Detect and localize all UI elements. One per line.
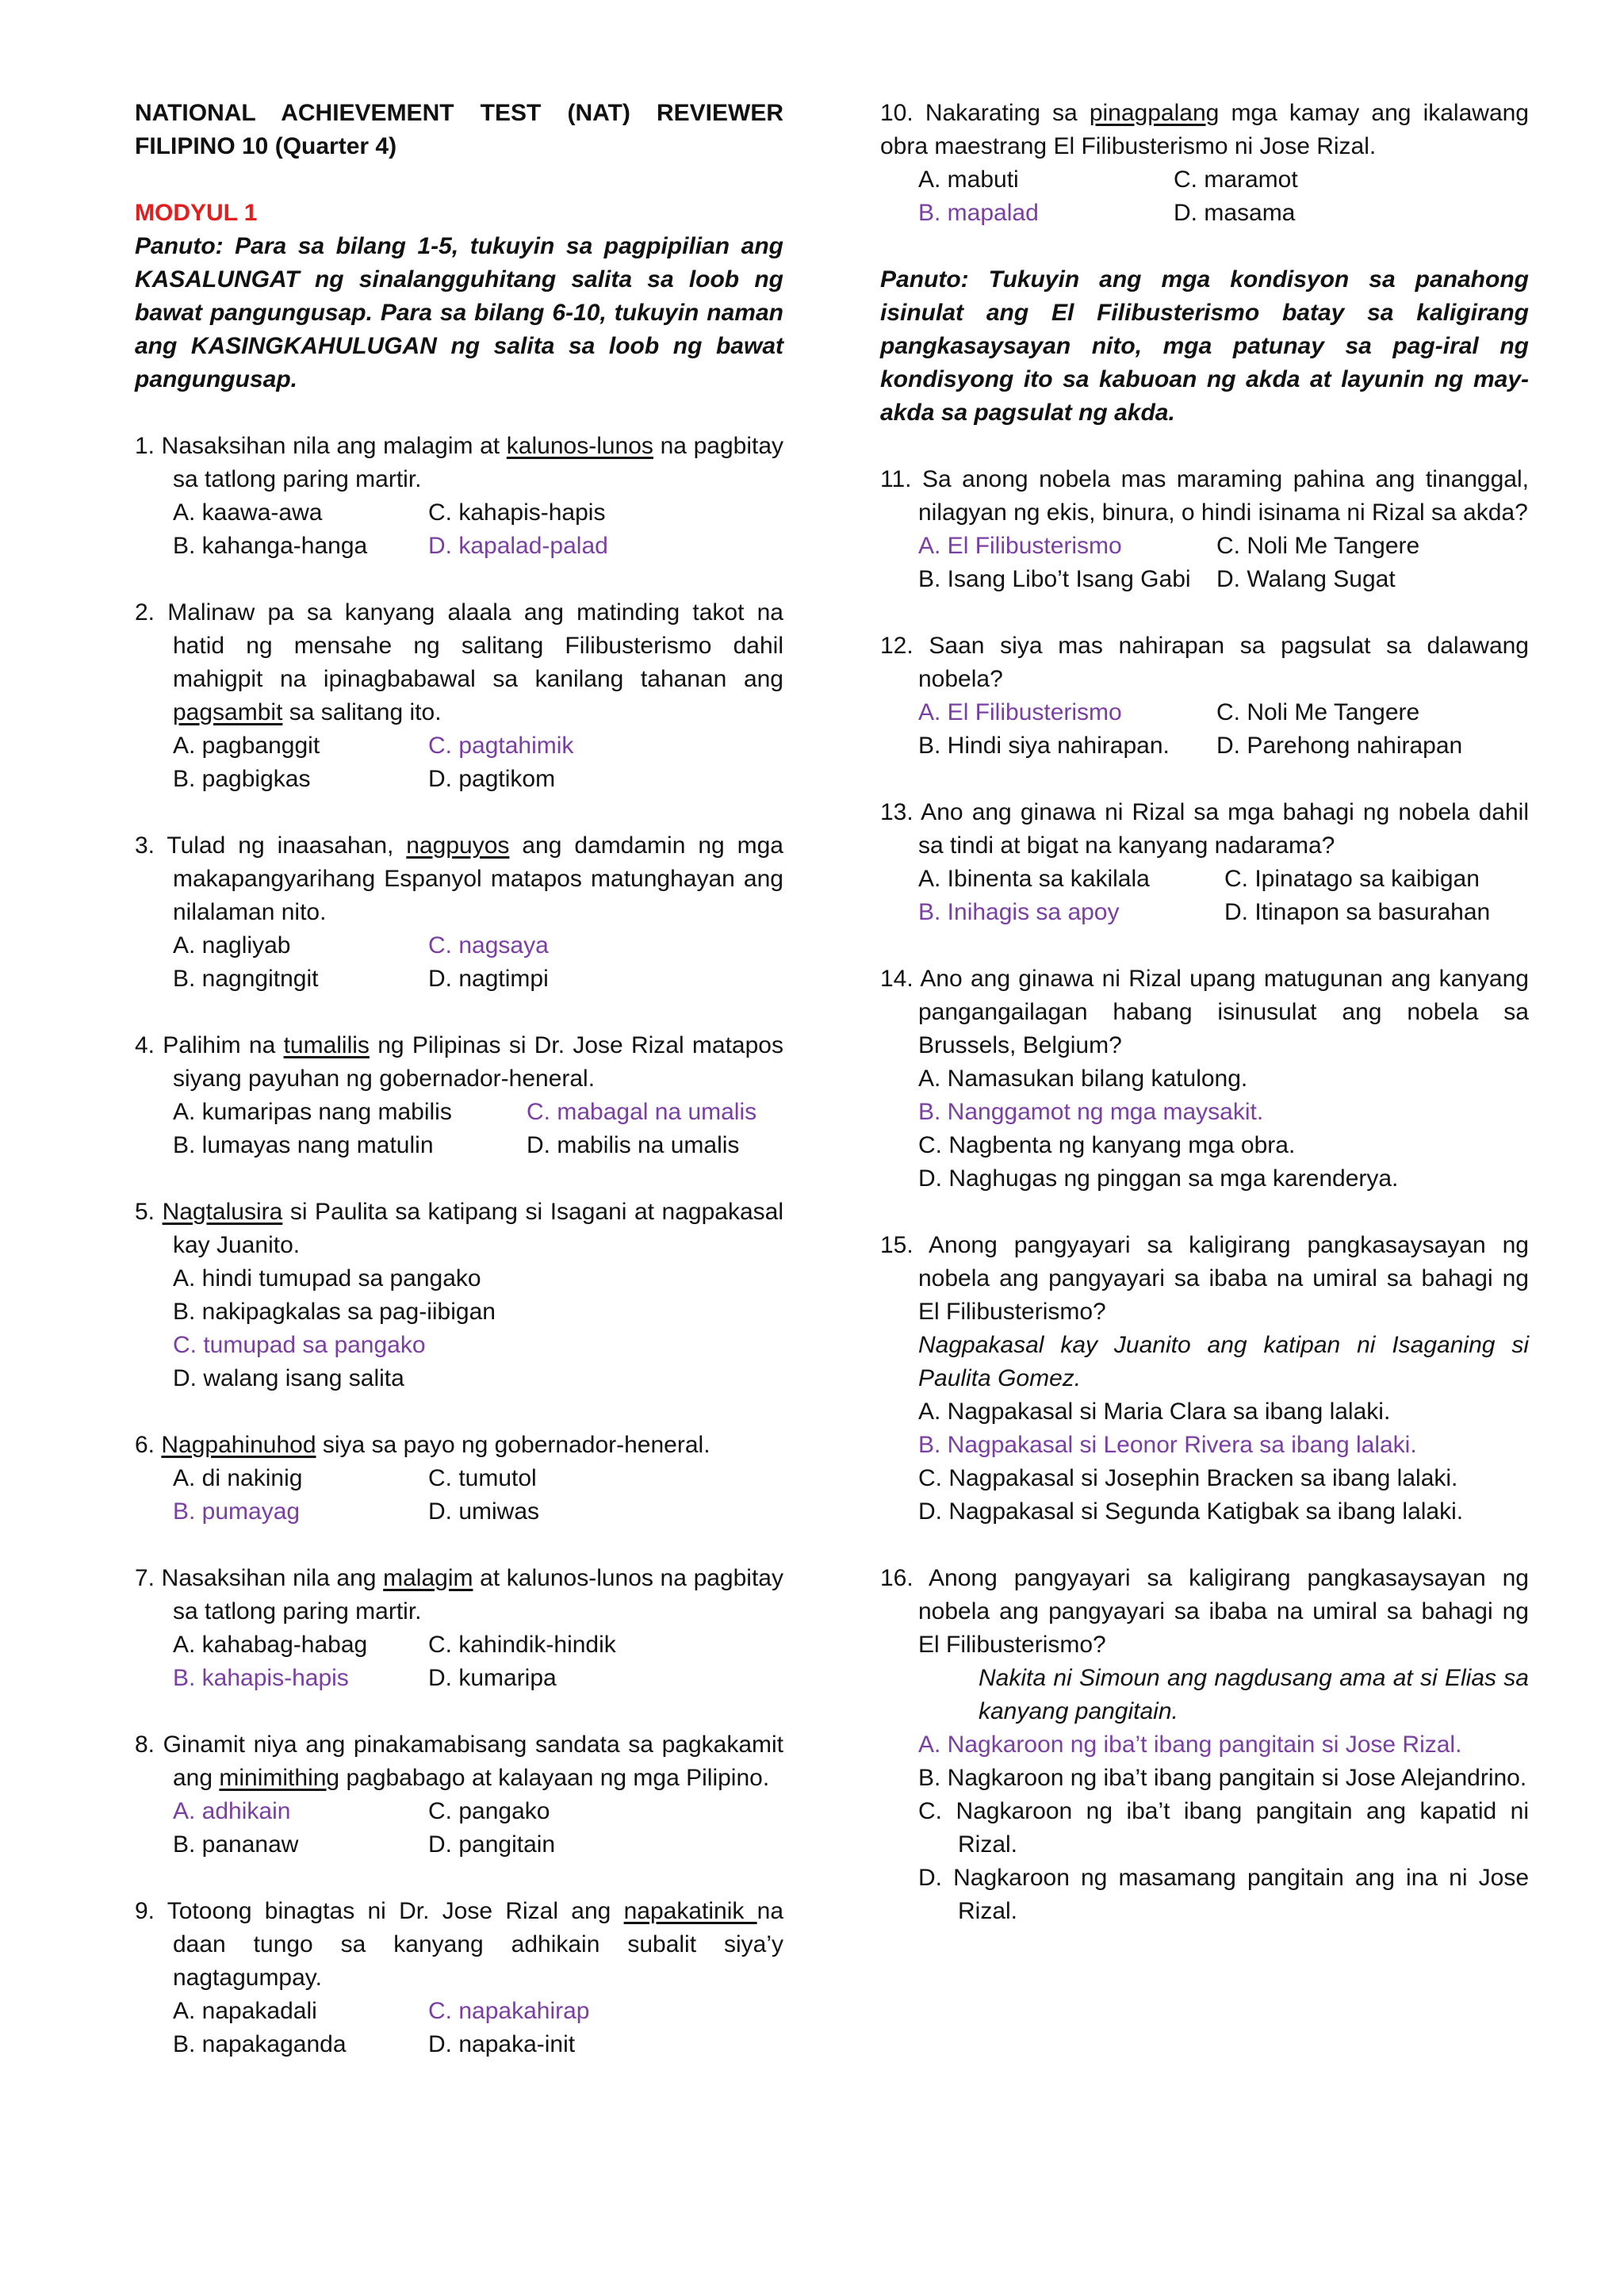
answer-choice[interactable]: C. Ipinatago sa kaibigan bbox=[1224, 866, 1480, 892]
answer-choice[interactable]: C. tumupad sa pangako bbox=[173, 1332, 426, 1358]
question-text bbox=[135, 829, 783, 929]
question-item bbox=[135, 1728, 783, 1862]
header-subtitle: FILIPINO 10 (Quarter 4) bbox=[135, 133, 397, 159]
module-heading: MODYUL 1 bbox=[135, 200, 258, 226]
answer-choice[interactable]: B. napakaganda bbox=[173, 2031, 347, 2057]
underlined-word: Nagtalusira bbox=[162, 1199, 283, 1225]
answer-choice[interactable]: B. mapalad bbox=[918, 200, 1039, 226]
answer-choice[interactable]: D. kapalad-palad bbox=[428, 533, 608, 559]
question-text-before: 2. Malinaw pa sa kanyang alaala ang matinding takot na hatid ng mensahe ng salitang Filibusterismo dahil mahigpit na ipinagbabawal sa kanilang tahanan ang bbox=[135, 599, 783, 692]
answer-choice[interactable]: A. di nakinig bbox=[173, 1465, 303, 1491]
instructions-part2: Panuto: Tukuyin ang mga kondisyon sa panahong isinulat ang El Filibusterismo batay sa kaligirang pangkasaysayan nito, mga patunay sa pag-iral ng kondisyong ito sa kabuoan ng akda at layunin ng may-akda sa pagsulat ng akda. bbox=[880, 266, 1529, 426]
answer-choice[interactable]: C. kahapis-hapis bbox=[428, 499, 606, 526]
answer-choices bbox=[135, 1795, 783, 1862]
question-item bbox=[135, 1562, 783, 1695]
answer-choice[interactable]: D. pagtikom bbox=[428, 766, 556, 792]
answer-choice[interactable]: A. adhikain bbox=[173, 1798, 291, 1824]
answer-choice[interactable]: D. nagtimpi bbox=[428, 966, 549, 992]
question-item bbox=[880, 1562, 1529, 1928]
answer-choices bbox=[135, 1995, 783, 2061]
question-text bbox=[880, 97, 1529, 163]
answer-choice[interactable]: C. napakahirap bbox=[428, 1998, 590, 2024]
question-text bbox=[135, 596, 783, 729]
question-text-after: na pagbitay sa tatlong paring martir. bbox=[173, 433, 784, 492]
question-text bbox=[135, 1728, 783, 1795]
answer-choice[interactable]: A. kahabag-habag bbox=[173, 1632, 368, 1658]
header-title: NATIONAL ACHIEVEMENT TEST (NAT) REVIEWER bbox=[135, 100, 783, 126]
answer-choice[interactable]: D. Parehong nahirapan bbox=[1216, 733, 1463, 759]
quoted-passage: Nagpakasal kay Juanito ang katipan ni Isaganing si Paulita Gomez. bbox=[918, 1332, 1529, 1391]
underlined-word: pagsambit bbox=[173, 699, 283, 725]
question-text-before: 10. Nakarating sa bbox=[880, 100, 1090, 126]
underlined-word: minimithing bbox=[219, 1765, 340, 1791]
question-text-after: mga kamay ang ikalawang obra maestrang El Filibusterismo ni Jose Rizal. bbox=[880, 100, 1529, 159]
question-text bbox=[135, 1196, 783, 1262]
answer-choice[interactable]: D. pangitain bbox=[428, 1831, 556, 1858]
question-text-after: pagbabago at kalayaan ng mga Pilipino. bbox=[339, 1765, 770, 1791]
question-text-before: 3. Tulad ng inaasahan, bbox=[135, 832, 407, 859]
answer-choice[interactable]: B. Nagkaroon ng iba’t ibang pangitain si Jose Alejandrino. bbox=[918, 1765, 1527, 1791]
question-text-before: 5. bbox=[135, 1199, 163, 1225]
question-item bbox=[135, 1029, 783, 1162]
answer-choice[interactable]: B. Nanggamot ng mga maysakit. bbox=[918, 1099, 1264, 1125]
answer-choices bbox=[880, 1395, 1529, 1529]
question-text bbox=[135, 1562, 783, 1628]
answer-choice[interactable]: A. kumaripas nang mabilis bbox=[173, 1099, 452, 1125]
question-text-after: siya sa payo ng gobernador-heneral. bbox=[316, 1432, 710, 1458]
answer-choice[interactable]: C. pagtahimik bbox=[428, 733, 574, 759]
question-text-after: ang damdamin ng mga makapangyarihang Espanyol matapos matunghayan ang nilalaman nito. bbox=[173, 832, 783, 925]
answer-choice[interactable]: B. Nagpakasal si Leonor Rivera sa ibang lalaki. bbox=[918, 1432, 1417, 1458]
underlined-word: Nagpahinuhod bbox=[161, 1432, 316, 1458]
question-text: 14. Ano ang ginawa ni Rizal upang matugunan ang kanyang pangangailagan habang isinusulat ang nobela sa Brussels, Belgium? bbox=[880, 966, 1529, 1058]
quoted-passage: Nakita ni Simoun ang nagdusang ama at si Elias sa kanyang pangitain. bbox=[979, 1665, 1529, 1724]
question-item bbox=[135, 1895, 783, 2061]
answer-choices bbox=[880, 163, 1529, 230]
answer-choice[interactable]: C. pangako bbox=[428, 1798, 550, 1824]
answer-choice[interactable]: C. kahindik-hindik bbox=[428, 1632, 616, 1658]
answer-choice[interactable]: B. Inihagis sa apoy bbox=[918, 899, 1120, 925]
answer-choice[interactable]: A. Nagkaroon ng iba’t ibang pangitain si Jose Rizal. bbox=[918, 1732, 1462, 1758]
answer-choices bbox=[135, 1262, 783, 1395]
question-text: 12. Saan siya mas nahirapan sa pagsulat sa dalawang nobela? bbox=[880, 633, 1529, 692]
question-item bbox=[880, 629, 1529, 763]
answer-choice[interactable]: A. hindi tumupad sa pangako bbox=[173, 1265, 481, 1292]
underlined-word: kalunos-lunos bbox=[506, 433, 653, 459]
question-item bbox=[135, 430, 783, 563]
answer-choice[interactable]: B. lumayas nang matulin bbox=[173, 1132, 434, 1158]
question-text bbox=[135, 1029, 783, 1096]
right-column bbox=[880, 97, 1529, 1961]
answer-choice[interactable]: C. nagsaya bbox=[428, 932, 549, 959]
question-item bbox=[880, 463, 1529, 596]
answer-choice[interactable]: B. pumayag bbox=[173, 1498, 301, 1525]
question-text-after: at kalunos-lunos na pagbitay sa tatlong paring martir. bbox=[173, 1565, 783, 1624]
question-item bbox=[880, 1229, 1529, 1529]
answer-choice[interactable]: C. maramot bbox=[1174, 166, 1298, 193]
answer-choices bbox=[880, 696, 1529, 763]
instructions-part1: Panuto: Para sa bilang 1-5, tukuyin sa pagpipilian ang KASALUNGAT ng sinalangguhitang salita sa loob ng bawat pangungusap. Para sa bilang 6-10, tukuyin naman ang KASINGKAHULUGAN ng salita sa loob ng bawat pangungusap. bbox=[135, 233, 783, 392]
answer-choice[interactable]: D. mabilis na umalis bbox=[527, 1132, 740, 1158]
answer-choice[interactable]: D. Walang Sugat bbox=[1216, 566, 1396, 592]
answer-choices bbox=[135, 1628, 783, 1695]
answer-choices bbox=[135, 929, 783, 996]
answer-choices bbox=[135, 1096, 783, 1162]
answer-choice[interactable]: B. Hindi siya nahirapan. bbox=[918, 733, 1170, 759]
answer-choice[interactable]: A. Nagpakasal si Maria Clara sa ibang lalaki. bbox=[918, 1399, 1391, 1425]
answer-choices bbox=[880, 1062, 1529, 1196]
answer-choice[interactable]: A. Namasukan bilang katulong. bbox=[918, 1066, 1248, 1092]
questions-right-top bbox=[880, 97, 1529, 230]
question-item bbox=[880, 97, 1529, 230]
question-item bbox=[880, 962, 1529, 1196]
answer-choice[interactable]: A. Ibinenta sa kakilala bbox=[918, 866, 1150, 892]
question-text-after: na daan tungo sa kanyang adhikain subalit siya’y nagtagumpay. bbox=[173, 1898, 784, 1991]
answer-choice[interactable]: B. pananaw bbox=[173, 1831, 299, 1858]
document-header bbox=[135, 97, 783, 163]
question-text bbox=[135, 430, 783, 496]
question-text: 13. Ano ang ginawa ni Rizal sa mga bahagi ng nobela dahil sa tindi at bigat na kanyang nadarama? bbox=[880, 799, 1529, 859]
answer-choices bbox=[135, 729, 783, 796]
answer-choice[interactable]: D. umiwas bbox=[428, 1498, 540, 1525]
answer-choices bbox=[880, 1728, 1529, 1928]
answer-choice[interactable]: D. masama bbox=[1174, 200, 1296, 226]
answer-choice[interactable]: C. Nagpakasal si Josephin Bracken sa ibang lalaki. bbox=[918, 1465, 1458, 1491]
answer-choice[interactable]: D. kumaripa bbox=[428, 1665, 557, 1691]
answer-choice[interactable]: D. Naghugas ng pinggan sa mga karenderya. bbox=[918, 1165, 1399, 1192]
answer-choice[interactable]: A. El Filibusterismo bbox=[918, 699, 1122, 725]
question-item bbox=[135, 829, 783, 996]
answer-choice[interactable]: A. nagliyab bbox=[173, 932, 291, 959]
answer-choice[interactable]: C. tumutol bbox=[428, 1465, 537, 1491]
left-column bbox=[135, 97, 783, 2095]
answer-choice[interactable]: A. El Filibusterismo bbox=[918, 533, 1122, 559]
answer-choice[interactable]: B. pagbigkas bbox=[173, 766, 311, 792]
question-text-after: ng Pilipinas si Dr. Jose Rizal matapos siyang payuhan ng gobernador-heneral. bbox=[173, 1032, 783, 1092]
answer-choice[interactable]: B. kahanga-hanga bbox=[173, 533, 368, 559]
answer-choice[interactable]: C. mabagal na umalis bbox=[527, 1099, 757, 1125]
answer-choice[interactable]: D. walang isang salita bbox=[173, 1365, 404, 1391]
question-text bbox=[135, 1895, 783, 1995]
answer-choice[interactable]: C. Noli Me Tangere bbox=[1216, 533, 1420, 559]
answer-choices bbox=[880, 530, 1529, 596]
answer-choice[interactable]: B. nagngitngit bbox=[173, 966, 319, 992]
answer-choice[interactable]: A. napakadali bbox=[173, 1998, 317, 2024]
question-text-before: 7. Nasaksihan nila ang bbox=[135, 1565, 384, 1591]
underlined-word: malagim bbox=[383, 1565, 473, 1591]
underlined-word: pinagpalang bbox=[1089, 100, 1220, 126]
underlined-word: nagpuyos bbox=[406, 832, 510, 859]
answer-choices bbox=[880, 863, 1529, 929]
question-text-before: 9. Totoong binagtas ni Dr. Jose Rizal ang bbox=[135, 1898, 624, 1924]
question-item bbox=[135, 1196, 783, 1395]
answer-choice[interactable]: D. napaka-init bbox=[428, 2031, 576, 2057]
answer-choice[interactable]: B. nakipagkalas sa pag-iibigan bbox=[173, 1299, 496, 1325]
questions-right-bottom bbox=[880, 463, 1529, 1928]
underlined-word: napakatinik bbox=[623, 1898, 757, 1924]
answer-choices bbox=[135, 496, 783, 563]
question-text-before: 8. Ginamit niya ang pinakamabisang sandata sa pagkakamit ang bbox=[135, 1732, 783, 1791]
answer-choice[interactable]: D. Nagkaroon ng masamang pangitain ang ina ni Jose Rizal. bbox=[918, 1865, 1529, 1924]
answer-choice[interactable]: D. Nagpakasal si Segunda Katigbak sa ibang lalaki. bbox=[918, 1498, 1464, 1525]
answer-choice[interactable]: C. Nagbenta ng kanyang mga obra. bbox=[918, 1132, 1296, 1158]
question-item bbox=[135, 1429, 783, 1529]
answer-choice[interactable]: C. Noli Me Tangere bbox=[1216, 699, 1420, 725]
answer-choice[interactable]: B. Isang Libo’t Isang Gabi bbox=[918, 566, 1191, 592]
answer-choice[interactable]: A. kaawa-awa bbox=[173, 499, 323, 526]
underlined-word: tumalilis bbox=[283, 1032, 370, 1058]
answer-choice[interactable]: B. kahapis-hapis bbox=[173, 1665, 349, 1691]
question-text: 15. Anong pangyayari sa kaligirang pangkasaysayan ng nobela ang pangyayari sa ibaba na umiral sa bahagi ng El Filibusterismo? bbox=[880, 1232, 1529, 1325]
question-text-after: si Paulita sa katipang si Isagani at nagpakasal kay Juanito. bbox=[173, 1199, 783, 1258]
question-item bbox=[880, 796, 1529, 929]
question-item bbox=[135, 596, 783, 796]
answer-choice[interactable]: A. mabuti bbox=[918, 166, 1019, 193]
question-text-after: sa salitang ito. bbox=[282, 699, 442, 725]
answer-choices bbox=[135, 1462, 783, 1529]
questions-left bbox=[135, 430, 783, 2061]
question-text: 11. Sa anong nobela mas maraming pahina ang tinanggal, nilagyan ng ekis, binura, o hindi isinama ni Rizal sa akda? bbox=[880, 466, 1529, 526]
question-text-before: 1. Nasaksihan nila ang malagim at bbox=[135, 433, 507, 459]
answer-choice[interactable]: C. Nagkaroon ng iba’t ibang pangitain ang kapatid ni Rizal. bbox=[918, 1798, 1529, 1858]
question-text-before: 4. Palihim na bbox=[135, 1032, 284, 1058]
question-text: 16. Anong pangyayari sa kaligirang pangkasaysayan ng nobela ang pangyayari sa ibaba na umiral sa bahagi ng El Filibusterismo? bbox=[880, 1565, 1529, 1658]
answer-choice[interactable]: D. Itinapon sa basurahan bbox=[1224, 899, 1491, 925]
answer-choice[interactable]: A. pagbanggit bbox=[173, 733, 320, 759]
question-text-before: 6. bbox=[135, 1432, 162, 1458]
question-text bbox=[135, 1429, 783, 1462]
